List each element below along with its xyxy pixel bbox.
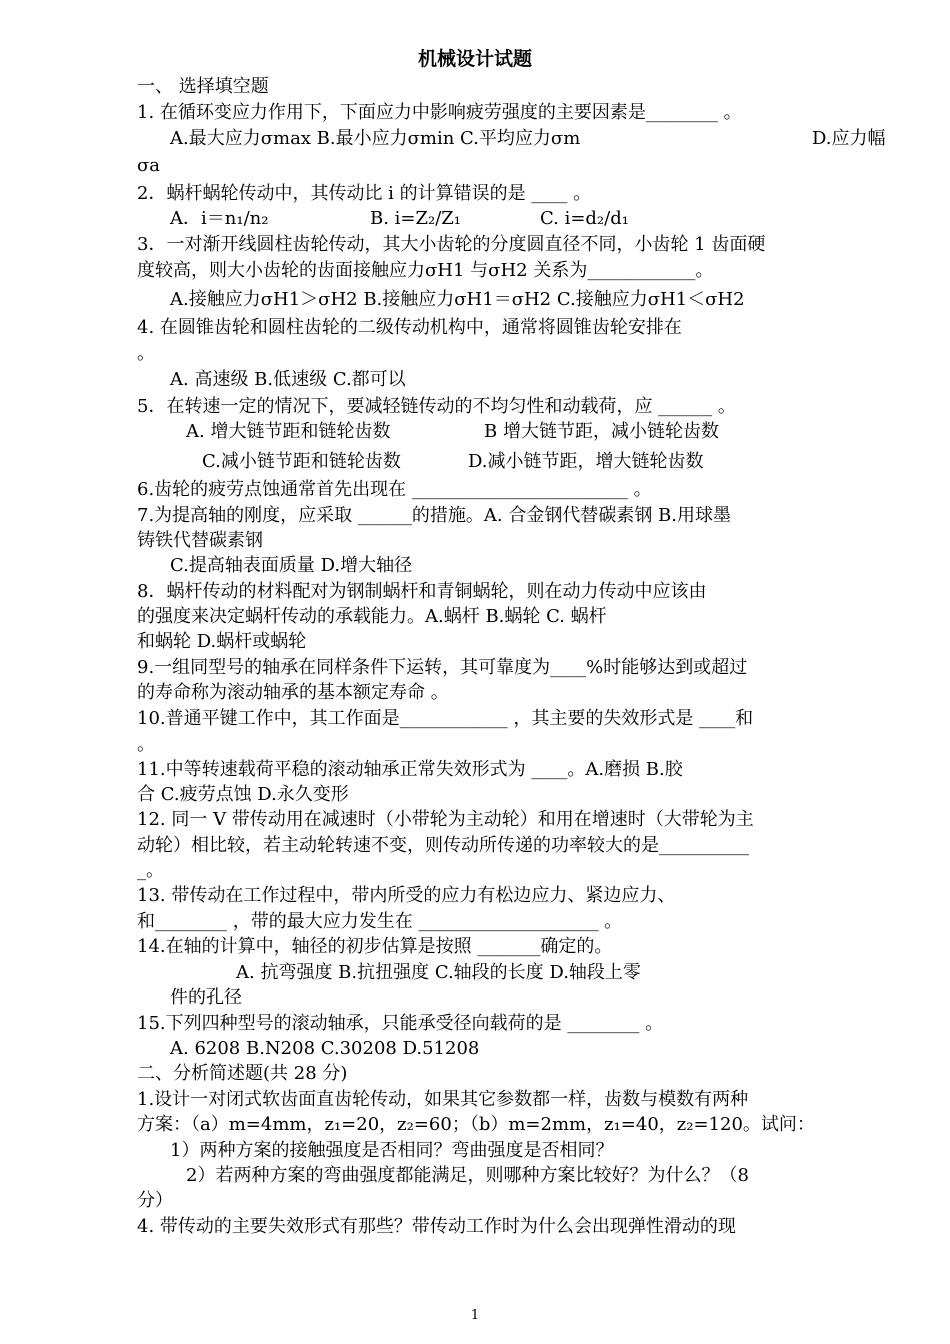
page-number: 1 xyxy=(470,1308,480,1323)
question-1: 1. 在循环变应力作用下，下面应力中影响疲劳强度的主要因素是________ 。 xyxy=(137,102,742,123)
question-11: 11.中等转速载荷平稳的滚动轴承正常失效形式为 ____。A.磨损 B.胶 xyxy=(137,759,683,780)
question-14-options-cont: 件的孔径 xyxy=(170,987,242,1008)
question-13-cont: 和________ ，带的最大应力发生在 ____________________ 。 xyxy=(137,911,623,932)
question-9-cont: 的寿命称为滚动轴承的基本额定寿命 。 xyxy=(137,682,449,703)
analysis-question-1-cont: 方案：（a）m=4mm，z₁=20，z₂=60；（b）m=2mm，z₁=40，z₂=120。试问： xyxy=(137,1114,815,1135)
question-8: 8．蜗杆传动的材料配对为钢制蜗杆和青铜蜗轮，则在动力传动中应该由 xyxy=(137,581,707,602)
question-15: 15.下列四种型号的滚动轴承，只能承受径向载荷的是 ________ 。 xyxy=(137,1013,664,1034)
analysis-question-1-sub-2-cont: 分） xyxy=(137,1190,173,1211)
question-8-cont: 的强度来决定蜗杆传动的承载能力。A.蜗杆 B.蜗轮 C. 蜗杆 xyxy=(137,606,607,627)
question-10: 10.普通平键工作中，其工作面是____________ ，其主要的失效形式是 ____和 xyxy=(137,708,754,729)
question-12: 12. 同一 V 带传动用在减速时（小带轮为主动轮）和用在增速时（大带轮为主 xyxy=(137,809,754,830)
question-8-options: 和蜗轮 D.蜗杆或蜗轮 xyxy=(137,631,307,652)
question-11-options: 合 C.疲劳点蚀 D.永久变形 xyxy=(137,784,349,805)
analysis-question-1: 1.设计一对闭式软齿面直齿轮传动，如果其它参数都一样，齿数与模数有两种 xyxy=(137,1089,749,1110)
question-10-cont: 。 xyxy=(137,734,155,755)
question-2: 2．蜗杆蜗轮传动中，其传动比 i 的计算错误的是 ____ 。 xyxy=(137,183,592,204)
question-3-options: A.接触应力σH1＞σH2 B.接触应力σH1＝σH2 C.接触应力σH1＜σH2 xyxy=(170,289,745,310)
question-5-option-d: D.减小链节距，增大链轮齿数 xyxy=(468,451,704,472)
question-13: 13. 带传动在工作过程中，带内所受的应力有松边应力、紧边应力、 xyxy=(137,885,676,906)
question-1-options: A.最大应力σmax B.最小应力σmin C.平均应力σm xyxy=(170,128,581,149)
question-9: 9.一组同型号的轴承在同样条件下运转，其可靠度为____%时能够达到或超过 xyxy=(137,657,748,678)
question-5-option-a: A. 增大链节距和链轮齿数 xyxy=(186,421,391,442)
question-14: 14.在轴的计算中，轴径的初步估算是按照 _______确定的。 xyxy=(137,936,613,957)
question-5-option-b: B 增大链节距，减小链轮齿数 xyxy=(484,421,719,442)
question-5: 5．在转速一定的情况下，要减轻链传动的不均匀性和动载荷，应 ______ 。 xyxy=(137,396,736,417)
question-6: 6.齿轮的疲劳点蚀通常首先出现在 ________________________ 。 xyxy=(137,479,652,500)
question-3-cont: 度较高，则大小齿轮的齿面接触应力σH1 与σH2 关系为____________。 xyxy=(137,260,714,281)
analysis-question-4: 4. 带传动的主要失效形式有那些？带传动工作时为什么会出现弹性滑动的现 xyxy=(137,1216,736,1237)
question-1-option-d: D.应力幅 xyxy=(812,128,886,149)
question-15-options: A. 6208 B.N208 C.30208 D.51208 xyxy=(170,1038,480,1059)
question-4-cont: 。 xyxy=(137,343,155,364)
question-7-cont: 铸铁代替碳素钢 xyxy=(137,530,263,551)
question-14-options: A. 抗弯强度 B.抗扭强度 C.轴段的长度 D.轴段上零 xyxy=(236,962,641,983)
question-3: 3．一对渐开线圆柱齿轮传动，其大小齿轮的分度圆直径不同，小齿轮 1 齿面硬 xyxy=(137,234,766,255)
analysis-question-1-sub-2: 2）若两种方案的弯曲强度都能满足，则哪种方案比较好？为什么？（8 xyxy=(186,1165,749,1186)
question-2-option-a: A．i＝n₁/n₂ xyxy=(170,208,269,229)
question-4: 4. 在圆锥齿轮和圆柱齿轮的二级传动机构中，通常将圆锥齿轮安排在 xyxy=(137,317,682,338)
section-heading-1: 一、 选择填空题 xyxy=(137,76,269,97)
question-2-option-b: B. i=Z₂/Z₁ xyxy=(370,208,462,229)
question-4-options: A. 高速级 B.低速级 C.都可以 xyxy=(170,369,406,390)
question-12-cont: 动轮）相比较，若主动轮转速不变，则传动所传递的功率较大的是__________ xyxy=(137,835,749,856)
page-title: 机械设计试题 xyxy=(417,48,532,70)
question-1-option-d-cont: σa xyxy=(137,155,161,176)
question-12-cont-2: _。 xyxy=(137,860,164,881)
question-7-options: C.提高轴表面质量 D.增大轴径 xyxy=(170,555,413,576)
question-5-option-c: C.减小链节距和链轮齿数 xyxy=(202,451,401,472)
section-heading-2: 二、分析简述题(共 28 分) xyxy=(137,1063,348,1084)
question-2-option-c: C. i=d₂/d₁ xyxy=(540,208,629,229)
analysis-question-1-sub-1: 1）两种方案的接触强度是否相同？弯曲强度是否相同？ xyxy=(170,1140,614,1161)
question-7: 7.为提高轴的刚度，应采取 ______的措施。A. 合金钢代替碳素钢 B.用球墨 xyxy=(137,505,732,526)
